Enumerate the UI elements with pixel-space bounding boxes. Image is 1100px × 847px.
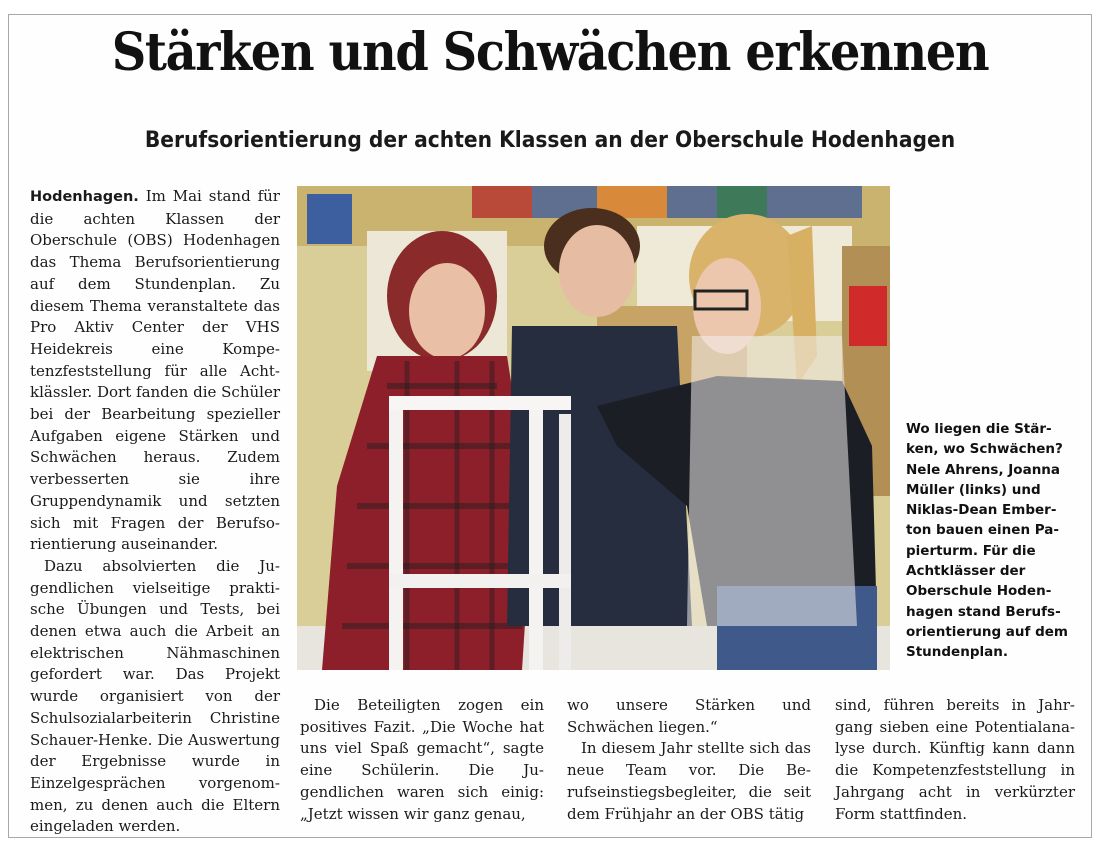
paragraph: sind, führen bereits in Jahrgang sieben eine Potentialanalyse durch. Künftig kann dann die Kompetenzfeststellung in Jahrgang acht in verkürzter Form stattfinden.: [835, 696, 1075, 823]
paragraph-text: Im Mai stand für die achten Klassen der Oberschule (OBS) Hodenhagen das Thema Berufsorientierung auf dem Stundenplan. Zu diesem Thema veranstaltete das Pro Aktiv Center der VHS Heidekreis eine Kompetenzfeststellung für alle Achtklässler. Dort fanden die Schüler bei der Bearbeitung spezieller Aufgaben eigene Stärken und Schwächen heraus. Zudem verbesserten sie ihre Gruppendynamik und setzten sich mit Fragen der Berufsorientierung auseinander.: [30, 187, 280, 554]
body-column-1: [30, 186, 280, 838]
body-column-2: [300, 695, 544, 825]
paragraph: In diesem Jahr stellte sich das neue Team vor. Die Berufseinstiegsbegleiter, die seit dem Frühjahr an der OBS tätig: [567, 739, 811, 823]
body-column-4: [835, 695, 1075, 825]
paragraph: Die Beteiligten zogen ein positives Fazit. „Die Woche hat uns viel Spaß gemacht“, sagte eine Schülerin. Die Jugendlichen waren sich einig: „Jetzt wissen wir ganz genau,: [300, 696, 544, 823]
paragraph: [30, 186, 280, 556]
headline: Stärken und Schwächen erkennen: [111, 22, 989, 83]
subheadline: Berufsorientierung der achten Klassen an der Oberschule Hodenhagen: [144, 128, 956, 153]
dateline: Hodenhagen.: [30, 189, 139, 205]
photo-caption: Wo liegen die Stärken, wo Schwächen? Nele Ahrens, Joanna Müller (links) und Niklas-Dean Emberton bauen einen Papierturm. Für die Achtklässer der Oberschule Hodenhagen stand Berufsorientierung auf dem Stundenplan.: [906, 421, 1068, 661]
paragraph: Dazu absolvierten die Jugendlichen vielseitige praktische Übungen und Tests, bei denen etwa auch die Arbeit an elektrischen Nähmaschinen gefordert war. Das Projekt wurde organisiert von der Schulsozialarbeiterin Christine Schauer-Henke. Die Auswertung der Ergebnisse wurde in Einzelgesprächen vorgenommen, zu denen auch die Eltern eingeladen werden.: [30, 556, 280, 836]
paragraph: wo unsere Stärken und Schwächen liegen.“: [567, 696, 811, 736]
body-column-3: [567, 695, 811, 825]
article-photo: [297, 186, 890, 670]
